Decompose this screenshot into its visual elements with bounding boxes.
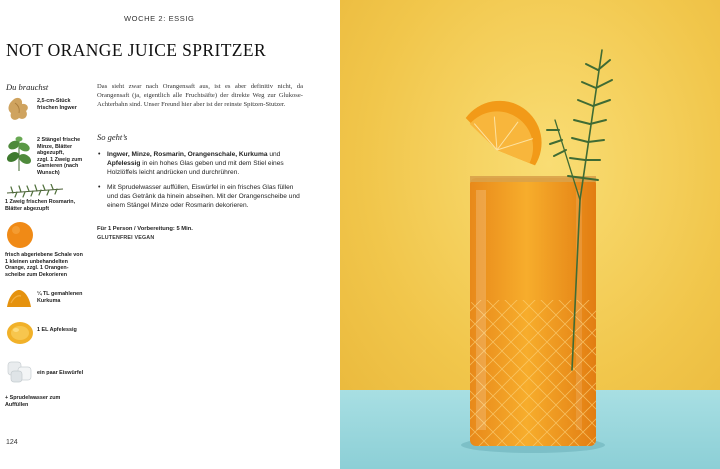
ginger-icon — [5, 94, 33, 124]
ingredient-rosemary-label: 1 Zweig frischen Rosmarin, Blätter abgezupft — [5, 199, 76, 212]
ingredients-heading: Du brauchst — [6, 82, 49, 92]
method-heading: So geht’s — [97, 132, 128, 142]
ingredient-ice-label: ein paar Eiswürfel — [37, 370, 84, 376]
cocktail-photo — [340, 0, 720, 469]
method-steps — [97, 150, 305, 215]
turmeric-icon — [5, 287, 33, 311]
chapter-header: WOCHE 2: ESSIG — [124, 14, 195, 23]
ingredient-vinegar-label: 1 EL Apfelessig — [37, 327, 77, 333]
method-step-2: • Mit Sprudelwasser auffüllen, Eiswürfel in ein frisches Glas füllen und das Getränk da hinein abseihen. Mit der Orangenscheibe und einem Stängel Minze oder Rosmarin dekorieren. — [98, 183, 300, 210]
serving-info: Für 1 Person / Vorbereitung: 5 Min. — [97, 226, 193, 232]
bullet-icon: • — [98, 183, 101, 191]
ingredient-mint-label: 2 Stängel frische Minze, Blätter abgezupft, zzgl. 1 Zweig zum Garnieren (nach Wunsch) — [37, 137, 83, 176]
method-step-1: • Ingwer, Minze, Rosmarin, Orangenschale, Kurkuma und Apfelessig in ein hohes Glas geben und mit dem Stiel eines Holzlöffels leicht andrücken und durchrühren. — [98, 151, 284, 177]
text-page — [0, 0, 340, 469]
page-number: 124 — [6, 439, 18, 446]
photo-page — [340, 0, 720, 469]
rosemary-icon — [5, 184, 65, 198]
recipe-title: NOT ORANGE JUICE SPRITZER — [6, 40, 267, 60]
orange-icon — [5, 220, 35, 250]
ice-icon — [5, 358, 35, 386]
ingredient-turmeric-label: ¼ TL gemahlenen Kurkuma — [37, 291, 83, 304]
vinegar-icon — [5, 320, 35, 346]
mint-icon — [5, 133, 33, 173]
ingredient-extra-label: + Sprudelwasser zum Auffüllen — [5, 395, 61, 408]
bullet-icon: • — [98, 151, 101, 158]
ingredient-ginger-label: 2,5-cm-Stück frischen Ingwer — [37, 98, 77, 111]
diet-tags: GLUTENFREI VEGAN — [97, 235, 155, 241]
ingredient-orange-label: frisch abgeriebene Schale von 1 kleinen unbehandelten Orange, zzgl. 1 Orangen- scheibe zum Dekorieren — [5, 252, 83, 278]
intro-text: Das sieht zwar nach Orangensaft aus, ist es aber definitiv nicht, da Orangensaft (ja, eigentlich alle Fruchtsäfte) der direkte Weg zur Glukose-Achterbahn sind. Unser Freund hier aber ist der reinste Spitzen-Stutzer. — [97, 83, 303, 108]
